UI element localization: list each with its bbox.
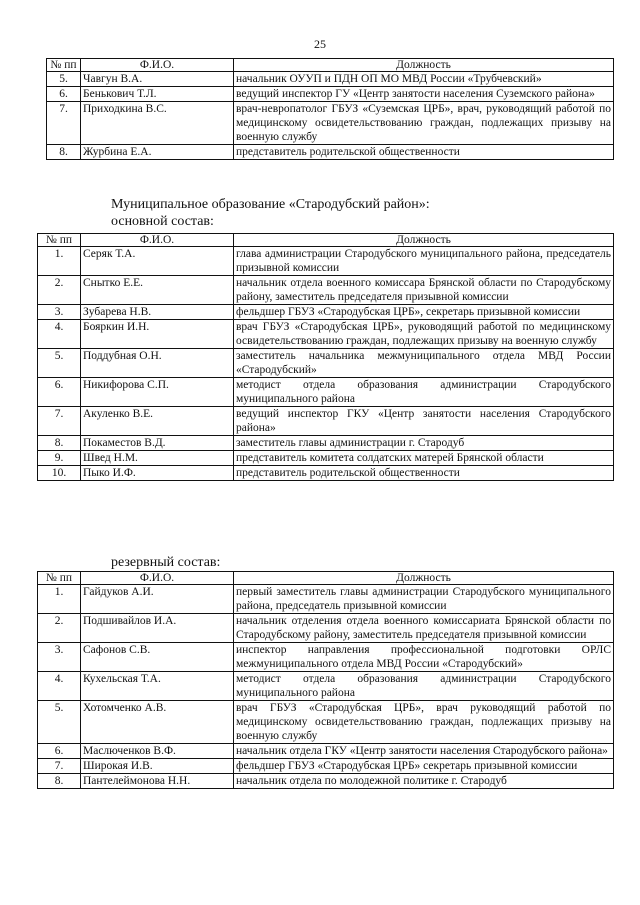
member-name: Бенькович Т.Л.	[81, 87, 234, 102]
table-row	[38, 643, 614, 672]
member-name: Бояркин И.Н.	[81, 320, 234, 349]
table-row	[38, 759, 614, 774]
table-row	[38, 701, 614, 744]
row-number: 6.	[38, 744, 81, 759]
row-number: 7.	[47, 102, 81, 145]
table-row	[47, 72, 614, 87]
row-number: 2.	[38, 276, 81, 305]
member-position: заместитель начальника межмуниципального отдела МВД России «Стародубский»	[234, 349, 614, 378]
member-position: начальник отдела по молодежной политике г. Стародуб	[234, 774, 614, 789]
member-position: начальник отдела ГКУ «Центр занятости населения Стародубского района»	[234, 744, 614, 759]
member-name: Пыко И.Ф.	[81, 466, 234, 481]
table-row	[47, 145, 614, 160]
section-heading-reserve	[111, 554, 220, 571]
header-num: № пп	[47, 59, 81, 72]
header-position: Должность	[234, 572, 614, 585]
member-name: Покаместов В.Д.	[81, 436, 234, 451]
member-position: врач-невропатолог ГБУЗ «Суземская ЦРБ», врач, руководящий работой по медицинскому освидетельствованию граждан, подлежащих призыву на военную службу	[234, 102, 614, 145]
table-row	[47, 87, 614, 102]
table-row	[38, 305, 614, 320]
member-position: первый заместитель главы администрации Стародубского муниципального района, председатель призывной комиссии	[234, 585, 614, 614]
member-position: начальник ОУУП и ПДН ОП МО МВД России «Трубчевский»	[234, 72, 614, 87]
member-name: Маслюченков В.Ф.	[81, 744, 234, 759]
member-position: ведущий инспектор ГКУ «Центр занятости населения Стародубского района»	[234, 407, 614, 436]
member-position: фельдшер ГБУЗ «Стародубская ЦРБ», секретарь призывной комиссии	[234, 305, 614, 320]
row-number: 9.	[38, 451, 81, 466]
member-name: Хотомченко А.В.	[81, 701, 234, 744]
member-position: инспектор направления профессиональной подготовки ОРЛС межмуниципального отдела МВД России «Стародубский»	[234, 643, 614, 672]
commission-table-reserve	[37, 571, 614, 789]
table-row	[38, 349, 614, 378]
commission-table-main	[37, 233, 614, 481]
member-position: глава администрации Стародубского муниципального района, председатель призывной комиссии	[234, 247, 614, 276]
member-name: Сафонов С.В.	[81, 643, 234, 672]
header-num: № пп	[38, 572, 81, 585]
row-number: 3.	[38, 305, 81, 320]
row-number: 6.	[47, 87, 81, 102]
header-num: № пп	[38, 234, 81, 247]
member-position: начальник отдела военного комиссара Брянской области по Стародубскому району, заместитель председателя призывной комиссии	[234, 276, 614, 305]
member-position: ведущий инспектор ГУ «Центр занятости населения Суземского района»	[234, 87, 614, 102]
member-position: фельдшер ГБУЗ «Стародубская ЦРБ» секретарь призывной комиссии	[234, 759, 614, 774]
row-number: 4.	[38, 672, 81, 701]
member-name: Журбина Е.А.	[81, 145, 234, 160]
member-name: Зубарева Н.В.	[81, 305, 234, 320]
row-number: 5.	[38, 701, 81, 744]
section-subtitle-main: основной состав:	[111, 214, 214, 229]
header-name: Ф.И.О.	[81, 59, 234, 72]
row-number: 7.	[38, 759, 81, 774]
row-number: 3.	[38, 643, 81, 672]
member-name: Серяк Т.А.	[81, 247, 234, 276]
row-number: 8.	[38, 774, 81, 789]
table-row	[47, 102, 614, 145]
page-number: 25	[314, 37, 326, 51]
member-name: Гайдуков А.И.	[81, 585, 234, 614]
member-name: Никифорова С.П.	[81, 378, 234, 407]
member-position: врач ГБУЗ «Стародубская ЦРБ», врач руководящий работой по медицинскому освидетельствованию граждан, подлежащих призыву на военную службу	[234, 701, 614, 744]
member-name: Швед Н.М.	[81, 451, 234, 466]
table-row	[38, 407, 614, 436]
header-name: Ф.И.О.	[81, 234, 234, 247]
member-position: врач ГБУЗ «Стародубская ЦРБ», руководящий работой по медицинскому освидетельствованию граждан, подлежащих призыву на военную службу	[234, 320, 614, 349]
member-position: начальник отделения отдела военного комиссариата Брянской области по Стародубскому району, заместитель председателя призывной комиссии	[234, 614, 614, 643]
table-row	[38, 614, 614, 643]
table-row	[38, 247, 614, 276]
table-row	[38, 672, 614, 701]
row-number: 5.	[47, 72, 81, 87]
table-row	[38, 436, 614, 451]
member-name: Подшивайлов И.А.	[81, 614, 234, 643]
row-number: 8.	[47, 145, 81, 160]
table-row	[38, 774, 614, 789]
member-position: методист отдела образования администрации Стародубского муниципального района	[234, 378, 614, 407]
member-name: Широкая И.В.	[81, 759, 234, 774]
member-name: Кухельская Т.А.	[81, 672, 234, 701]
commission-table-suzemka	[46, 58, 614, 160]
member-position: методист отдела образования администрации Стародубского муниципального района	[234, 672, 614, 701]
member-name: Снытко Е.Е.	[81, 276, 234, 305]
row-number: 6.	[38, 378, 81, 407]
member-position: представитель родительской общественности	[234, 145, 614, 160]
member-position: заместитель главы администрации г. Стародуб	[234, 436, 614, 451]
member-name: Пантелеймонова Н.Н.	[81, 774, 234, 789]
row-number: 1.	[38, 247, 81, 276]
table-row	[38, 744, 614, 759]
table-row	[38, 320, 614, 349]
table-row	[38, 378, 614, 407]
table-header-row	[38, 572, 614, 585]
row-number: 7.	[38, 407, 81, 436]
table-header-row	[47, 59, 614, 72]
table-row	[38, 585, 614, 614]
table-row	[38, 276, 614, 305]
header-name: Ф.И.О.	[81, 572, 234, 585]
header-position: Должность	[234, 234, 614, 247]
section-heading-starodub	[111, 196, 430, 230]
table-row	[38, 466, 614, 481]
member-position: представитель комитета солдатских матерей Брянской области	[234, 451, 614, 466]
row-number: 1.	[38, 585, 81, 614]
member-position: представитель родительской общественности	[234, 466, 614, 481]
member-name: Поддубная О.Н.	[81, 349, 234, 378]
member-name: Акуленко В.Е.	[81, 407, 234, 436]
row-number: 5.	[38, 349, 81, 378]
row-number: 4.	[38, 320, 81, 349]
member-name: Приходкина В.С.	[81, 102, 234, 145]
member-name: Чавгун В.А.	[81, 72, 234, 87]
row-number: 2.	[38, 614, 81, 643]
section-title: Муниципальное образование «Стародубский район»:	[111, 197, 430, 212]
header-position: Должность	[234, 59, 614, 72]
table-header-row	[38, 234, 614, 247]
table-row	[38, 451, 614, 466]
section-subtitle-reserve: резервный состав:	[111, 555, 221, 570]
row-number: 10.	[38, 466, 81, 481]
row-number: 8.	[38, 436, 81, 451]
